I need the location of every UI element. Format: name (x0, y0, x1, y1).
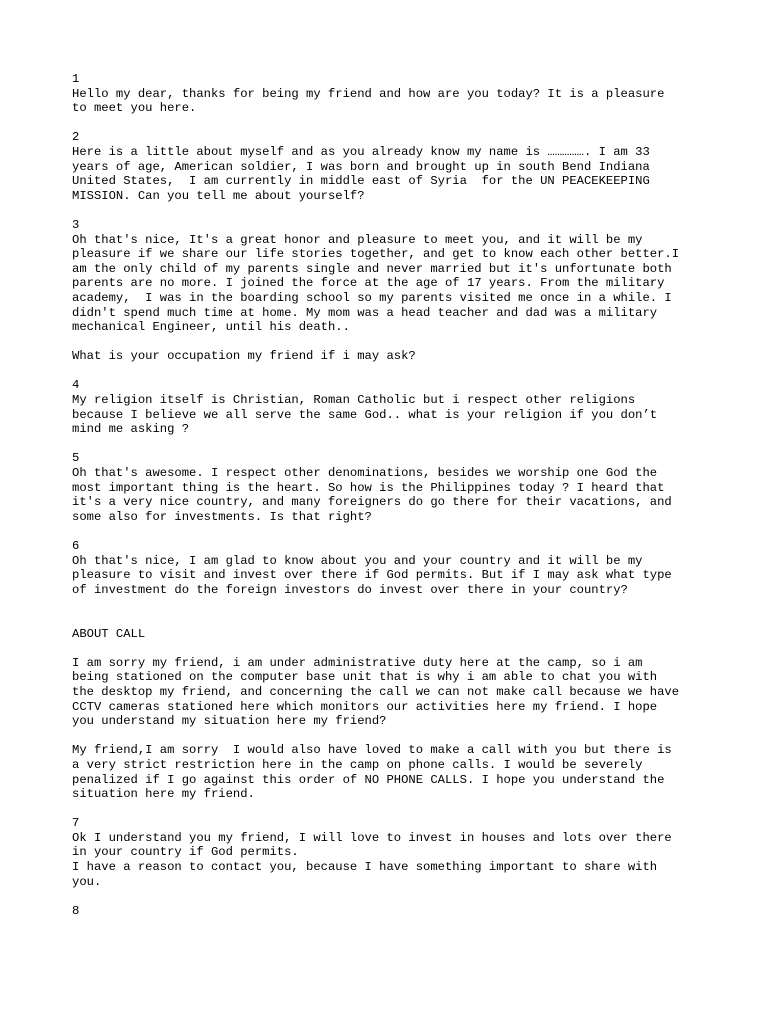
section-8 (72, 904, 712, 919)
paragraph: Ok I understand you my friend, I will love to invest in houses and lots over there in your country if God permits. (72, 830, 672, 860)
paragraph: My friend,I am sorry I would also have loved to make a call with you but there is a very strict restriction here in the camp on phone calls. I would be severely penalized if I go against this order of NO PHONE CALLS. I hope you understand the situation here my friend. (72, 743, 672, 802)
section-5 (72, 451, 712, 524)
section-number: 8 (72, 903, 80, 918)
section-4 (72, 378, 712, 436)
section-number: 3 (72, 217, 80, 232)
section-7 (72, 816, 712, 889)
section-number: 5 (72, 451, 80, 466)
paragraph: Here is a little about myself and as you already know my name is ……………. I am 33 years of age, American soldier, I was born and brought up in south Bend Indiana United States, I am currently in middle east of Syria for the UN PEACEKEEPING MISSION. Can you tell me about yourself? (72, 144, 650, 203)
section-3 (72, 218, 712, 364)
section-heading: ABOUT CALL (72, 626, 146, 641)
section-about-call (72, 627, 712, 802)
paragraph: Oh that's nice, It's a great honor and pleasure to meet you, and it will be my pleasure if we share our life stories together, and get to know each other better.I am the only child of my parents single and never married but it's unfortunate both parents are no more. I joined the force at the age of 17 years. From the military academy, I was in the boarding school so my parents visited me once in a while. I didn't spend much time at home. My mom was a head teacher and dad was a military mechanical Engineer, until his death.. (72, 232, 680, 335)
document-page (72, 72, 712, 933)
paragraph: I am sorry my friend, i am under administrative duty here at the camp, so i am being stationed on the computer base unit that is why i am able to chat you with the desktop my friend, and concerning the call we can not make call because we have CCTV cameras stationed here which monitors our activities here my friend. I hope you understand my situation here my friend? (72, 655, 680, 729)
section-number: 7 (72, 816, 80, 831)
paragraph: I have a reason to contact you, because I have something important to share with you. (72, 860, 658, 889)
section-number: 1 (72, 72, 80, 86)
paragraph: Hello my dear, thanks for being my friend and how are you today? It is a pleasure to meet you here. (72, 86, 665, 116)
section-6 (72, 539, 712, 597)
paragraph: My religion itself is Christian, Roman Catholic but i respect other religions because I believe we all serve the same God.. what is your religion if you don’t mind me asking ? (72, 393, 658, 437)
paragraph: Oh that's awesome. I respect other denominations, besides we worship one God the most important thing is the heart. So how is the Philippines today ? I heard that it's a very nice country, and many foreigners do go there for their vacations, and some also for investments. Is that right? (72, 466, 672, 524)
paragraph: What is your occupation my friend if i may ask? (72, 349, 416, 364)
section-2 (72, 130, 712, 203)
section-1 (72, 72, 712, 116)
section-number: 6 (72, 539, 80, 553)
paragraph: Oh that's nice, I am glad to know about you and your country and it will be my pleasure to visit and invest over there if God permits. But if I may ask what type of investment do the foreign investors do invest over there in your country? (72, 553, 672, 597)
section-number: 2 (72, 130, 80, 145)
section-number: 4 (72, 378, 80, 393)
